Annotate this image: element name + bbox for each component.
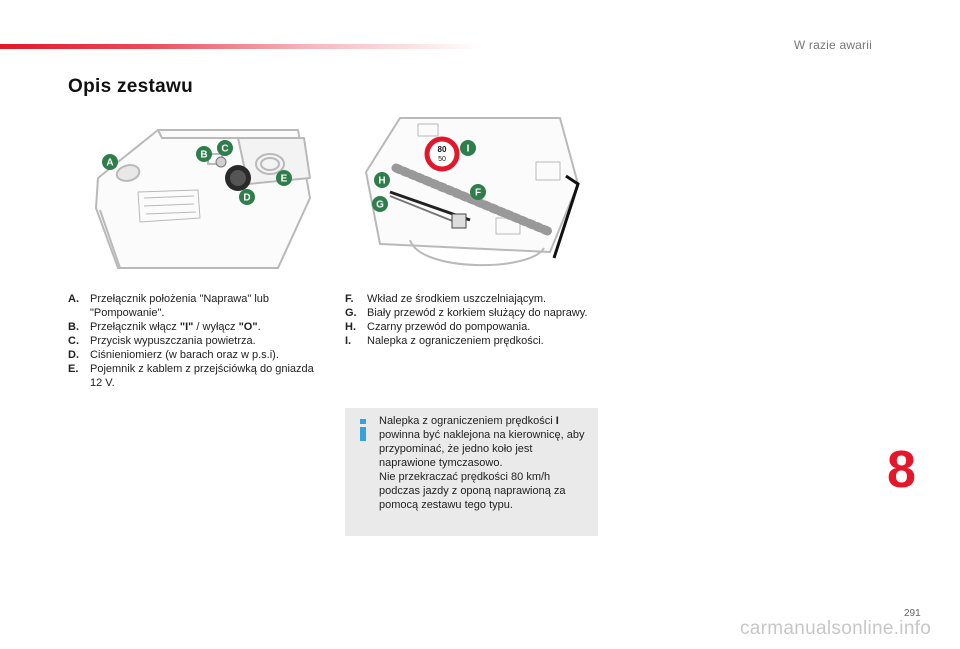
info-paragraph-2: Nie przekraczać prędkości 80 km/h podczas jazdy z oponą naprawioną za pomocą zestawu tego typu. bbox=[379, 471, 566, 511]
legend-text: Wkład ze środkiem uszczelniającym. bbox=[367, 293, 547, 305]
legend-text: Nalepka z ograniczeniem prędkości. bbox=[367, 335, 544, 347]
info-text-part: powinna być naklejona na kierownicę, aby przypominać, że jedno koło jest naprawione tymczasowo. bbox=[379, 429, 585, 469]
legend-text bbox=[90, 320, 318, 334]
speed-sticker-bottom: 50 bbox=[438, 156, 446, 163]
legend-key: A. bbox=[68, 293, 79, 305]
callout-c-label: C bbox=[221, 143, 229, 155]
legend-item-a bbox=[68, 292, 318, 320]
callout-i bbox=[460, 140, 476, 156]
legend-right bbox=[345, 292, 595, 348]
callout-b-label: B bbox=[200, 149, 208, 161]
callout-g-label: G bbox=[376, 199, 384, 211]
page-title: Opis zestawu bbox=[68, 76, 194, 97]
chapter-number: 8 bbox=[887, 441, 916, 499]
callout-f-label: F bbox=[474, 187, 482, 199]
info-icon bbox=[355, 418, 371, 442]
callout-e bbox=[276, 170, 292, 186]
legend-key: F. bbox=[345, 293, 354, 305]
info-sticker-ref: I bbox=[555, 415, 559, 427]
legend-item-c bbox=[68, 334, 318, 348]
legend-item-e bbox=[68, 362, 318, 390]
legend-text: Pojemnik z kablem z przejściówką do gniazda 12 V. bbox=[90, 363, 314, 389]
legend-key: E. bbox=[68, 363, 79, 375]
callout-e-label: E bbox=[280, 173, 288, 185]
legend-item-i bbox=[345, 334, 595, 348]
info-paragraph-1 bbox=[379, 414, 591, 470]
page-number: 291 bbox=[904, 608, 921, 619]
legend-key: D. bbox=[68, 349, 79, 361]
callout-g bbox=[372, 196, 388, 212]
callout-h-label: H bbox=[378, 175, 386, 187]
legend-key: B. bbox=[68, 321, 79, 333]
callout-c bbox=[217, 140, 233, 156]
kit-underside-illustration bbox=[360, 112, 588, 274]
callout-i-label: I bbox=[466, 143, 470, 155]
callout-a bbox=[102, 154, 118, 170]
legend-key: C. bbox=[68, 335, 79, 347]
callout-b bbox=[196, 146, 212, 162]
info-text-part: Nalepka z ograniczeniem prędkości bbox=[379, 415, 556, 427]
section-title: W razie awarii bbox=[793, 38, 872, 52]
kit-compressor-illustration bbox=[88, 118, 320, 278]
legend-left bbox=[68, 292, 318, 390]
legend-text-part: Przełącznik włącz bbox=[90, 321, 180, 333]
legend-item-f bbox=[345, 292, 595, 306]
callout-a-label: A bbox=[106, 157, 114, 169]
header-accent-bar bbox=[0, 44, 480, 49]
legend-item-d bbox=[68, 348, 318, 362]
legend-text: Biały przewód z korkiem służący do naprawy. bbox=[367, 307, 588, 319]
legend-key: I. bbox=[345, 335, 352, 347]
legend-text: Przełącznik położenia "Naprawa" lub "Pompowanie". bbox=[90, 293, 270, 319]
callout-d bbox=[239, 189, 255, 205]
info-text bbox=[379, 414, 591, 512]
info-box bbox=[345, 408, 598, 536]
legend-switch-off: "O" bbox=[238, 321, 258, 333]
legend-key: G. bbox=[345, 307, 357, 319]
speed-limit-sticker bbox=[427, 139, 457, 169]
speed-sticker-top: 80 bbox=[437, 145, 447, 154]
watermark: carmanualsonline.info bbox=[740, 618, 932, 639]
legend-text: Przycisk wypuszczania powietrza. bbox=[90, 335, 256, 347]
legend-item-b bbox=[68, 320, 318, 334]
callout-h bbox=[374, 172, 390, 188]
legend-text-part: / wyłącz bbox=[193, 321, 239, 333]
legend-item-h bbox=[345, 320, 595, 334]
callout-d-label: D bbox=[243, 192, 251, 204]
legend-item-g bbox=[345, 306, 595, 320]
callout-f bbox=[470, 184, 486, 200]
legend-text-part: . bbox=[257, 321, 261, 333]
legend-key: H. bbox=[345, 321, 356, 333]
legend-text: Ciśnieniomierz (w barach oraz w p.s.i). bbox=[90, 349, 279, 361]
legend-text: Czarny przewód do pompowania. bbox=[367, 321, 531, 333]
legend-switch-on: "I" bbox=[179, 321, 194, 333]
